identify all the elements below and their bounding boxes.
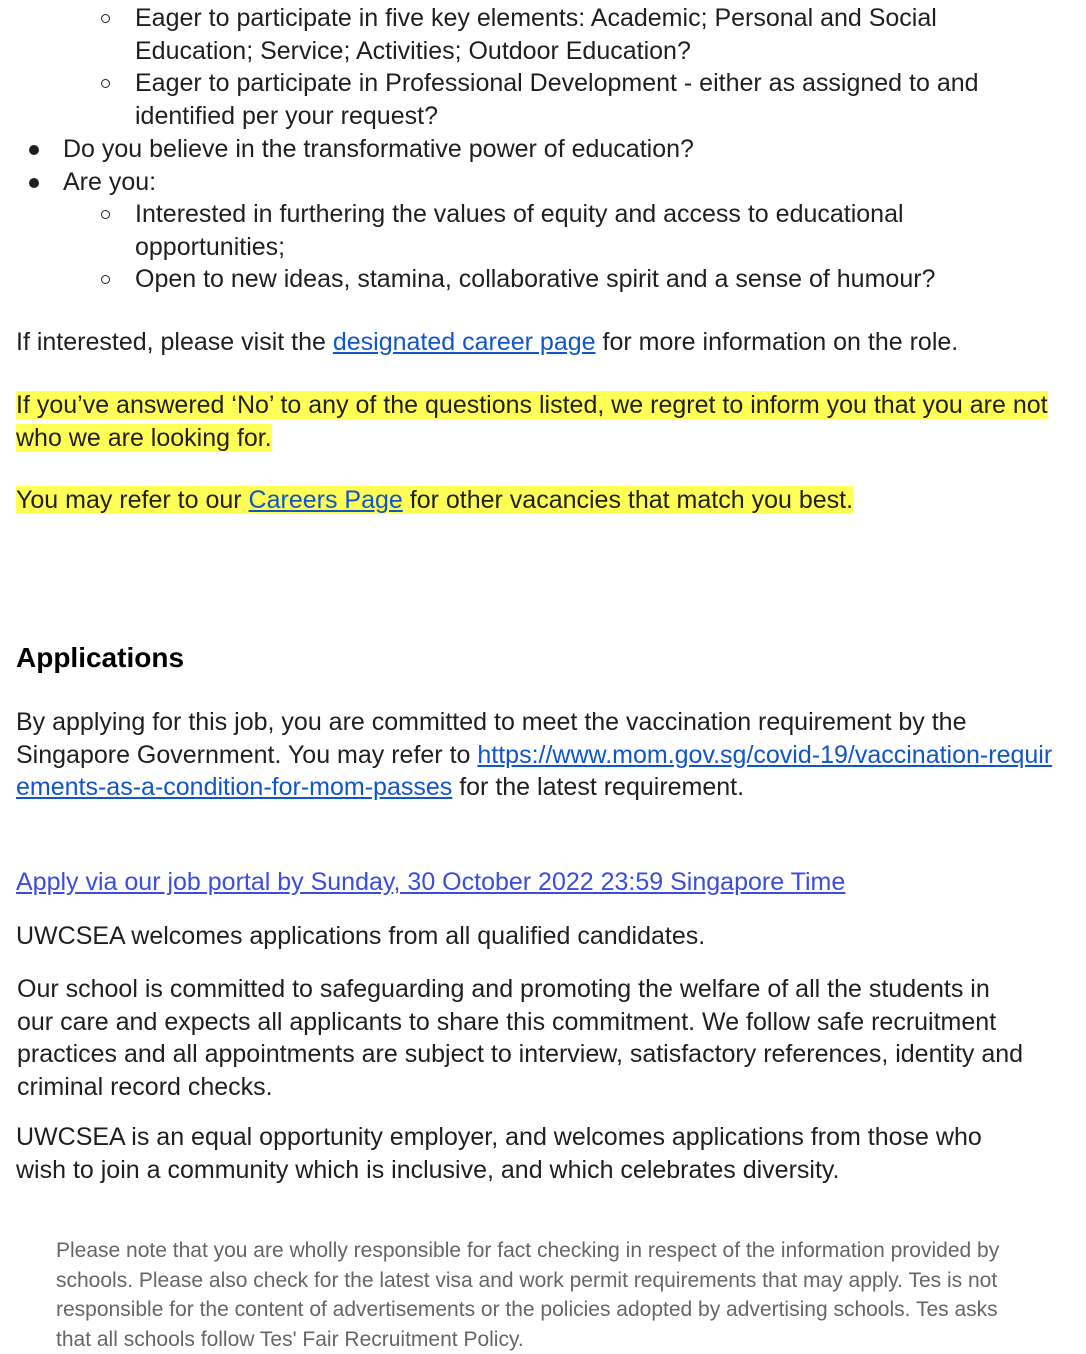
list-sub-item-text: Open to new ideas, stamina, collaborative spirit and a sense of humour? (135, 265, 936, 293)
list-sub-item-text: Eager to participate in Professional Development - either as assigned to and identified per your request? (135, 69, 979, 130)
interest-text-after: for more information on the role. (595, 328, 959, 356)
apply-paragraph (16, 866, 1066, 899)
carryover-sub-list (0, 2, 1086, 132)
hollow-bullet-icon (101, 210, 110, 219)
interest-text-before: If interested, please visit the (16, 328, 333, 356)
welcome-paragraph: UWCSEA welcomes applications from all qualified candidates. (16, 922, 706, 950)
hollow-bullet-icon (101, 275, 110, 284)
designated-career-page-link[interactable]: designated career page (332, 328, 596, 356)
list-sub-item (0, 198, 1086, 263)
list-item-text: Are you: (63, 167, 157, 196)
list-item (0, 133, 1086, 166)
list-sub-item (0, 67, 1086, 132)
mom-vaccination-link[interactable]: https://www.mom.gov.sg/covid-19/vaccination-requirements-as-a-condition-for-mom-passes (16, 740, 1053, 801)
filled-bullet-icon (29, 178, 39, 188)
are-you-sub-list (0, 198, 1086, 296)
safeguarding-paragraph: Our school is committed to safeguarding and promoting the welfare of all the students in our care and expects all applicants to share this commitment. We follow safe recruitment practices and all appointments are subject to interview, satisfactory references, identity and criminal record checks. (17, 975, 1024, 1101)
highlighted-regret-text: If you’ve answered ‘No’ to any of the questions listed, we regret to inform you that you are not who we are looking for. (16, 391, 1048, 452)
hollow-bullet-icon (101, 79, 110, 88)
questions-list (0, 133, 1086, 198)
vaccination-text-after: for the latest requirement. (452, 773, 745, 801)
list-item-text: Do you believe in the transformative power of education? (63, 135, 694, 163)
list-sub-item (0, 263, 1086, 296)
highlighted-careers-text (16, 486, 853, 514)
careers-page-link[interactable]: Careers Page (248, 486, 403, 514)
list-sub-item (0, 2, 1086, 67)
regret-paragraph (16, 389, 1056, 454)
tes-disclaimer: Please note that you are wholly responsible for fact checking in respect of the information provided by schools. Please also check for the latest visa and work permit requirements that may apply. Tes is not responsible for the content of advertisements or the policies adopted by advertising schools. Tes asks that all schools follow Tes' Fair Recruitment Policy. (56, 1239, 1000, 1351)
interest-paragraph (16, 326, 1066, 359)
applications-heading: Applications (16, 642, 185, 673)
equal-opportunity-paragraph: UWCSEA is an equal opportunity employer, and welcomes applications from those who wish to join a community which is inclusive, and which celebrates diversity. (16, 1123, 982, 1184)
list-item (0, 166, 1086, 199)
list-sub-item-text: Eager to participate in five key elements: Academic; Personal and Social Education; Service; Activities; Outdoor Education? (135, 4, 937, 65)
hollow-bullet-icon (101, 14, 110, 23)
apply-job-portal-link[interactable]: Apply via our job portal by Sunday, 30 October 2022 23:59 Singapore Time (16, 868, 846, 896)
vaccination-text-before: By applying for this job, you are committed to meet the vaccination requirement by the Singapore Government. You may refer to (16, 708, 967, 769)
filled-bullet-icon (29, 145, 39, 155)
careers-text-after: for other vacancies that match you best. (402, 486, 854, 514)
vaccination-paragraph (16, 706, 1066, 804)
careers-text-before: You may refer to our (16, 486, 249, 514)
list-sub-item-text: Interested in furthering the values of equity and access to educational opportunities; (135, 200, 904, 261)
careers-paragraph (16, 484, 1066, 517)
